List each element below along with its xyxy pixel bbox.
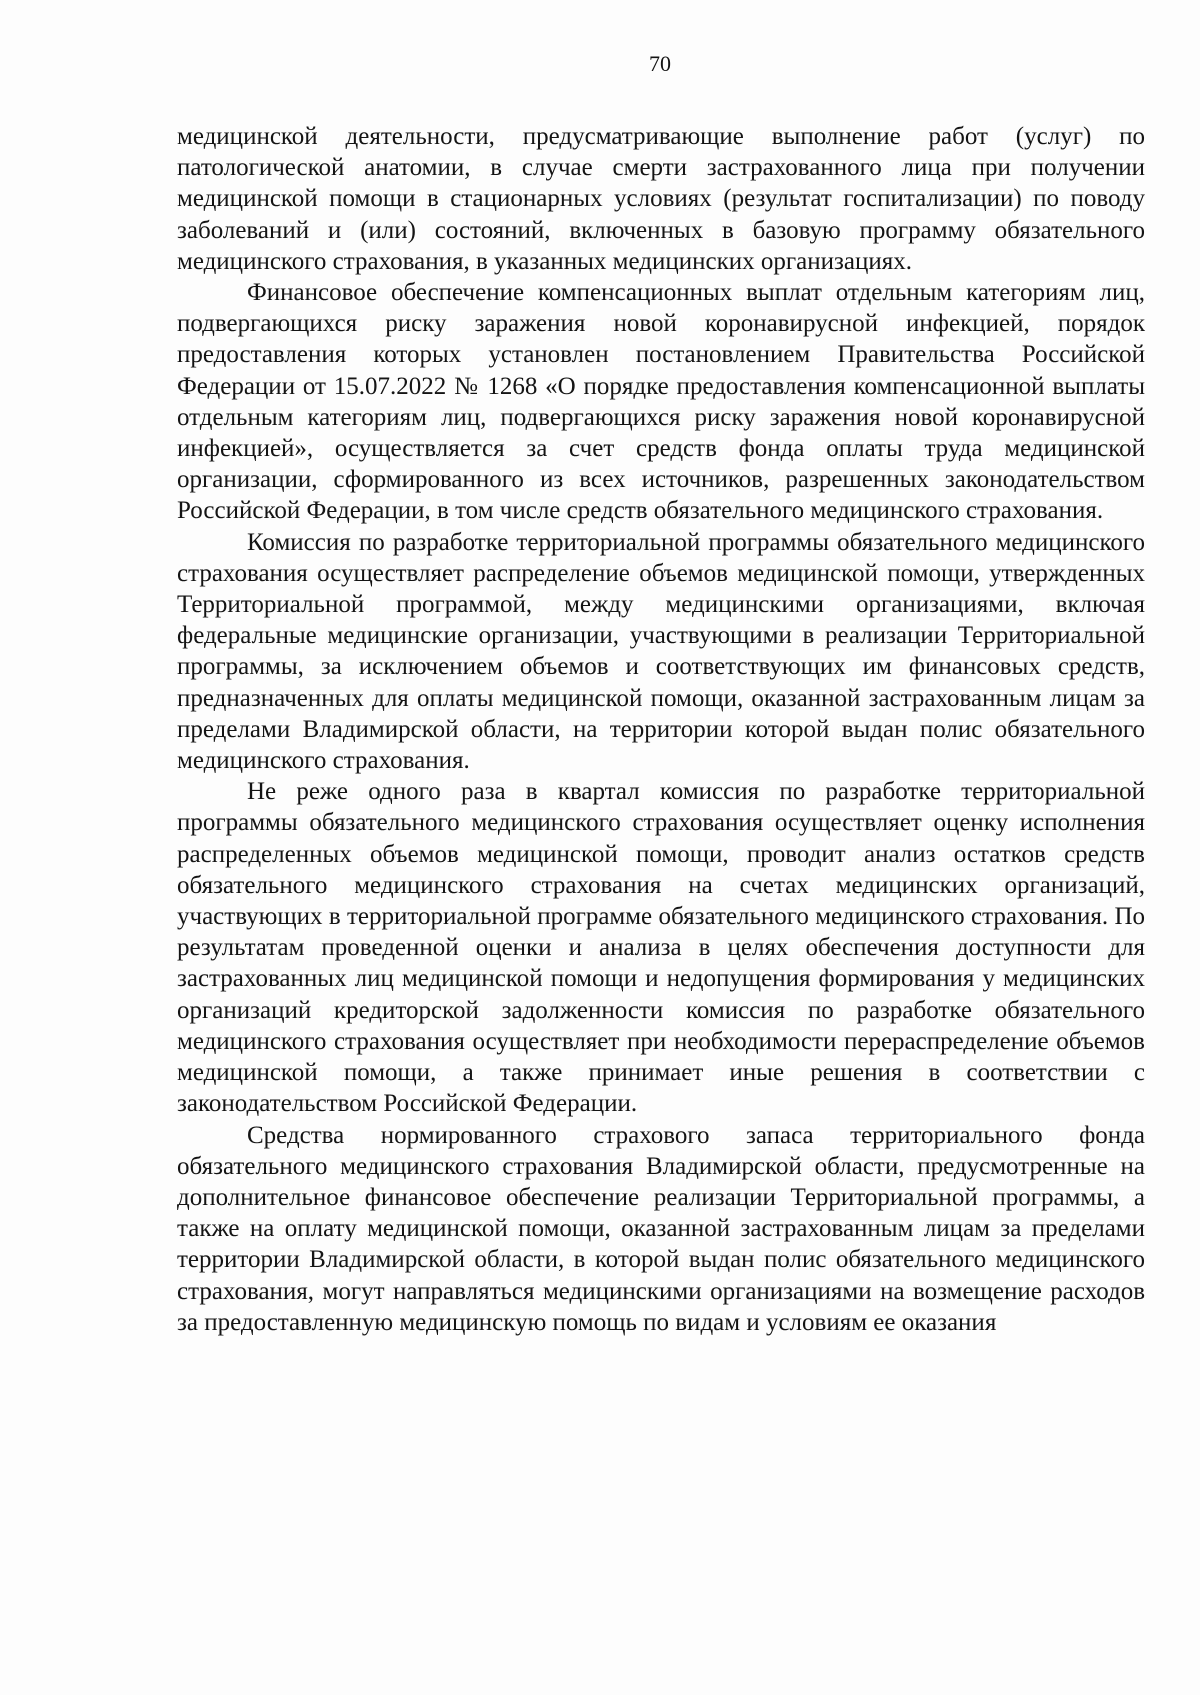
paragraph-compensation-payments: Финансовое обеспечение компенсационных выплат отдельным категориям лиц, подвергающихся риску заражения новой коронавирусной инфекцией, порядок предоставления которых установлен постановлением Правительства Российской Федерации от 15.07.2022 № 1268 «О порядке предоставления компенсационной выплаты отдельным категориям лиц, подвергающихся риску заражения новой коронавирусной инфекцией», осуществляется за счет средств фонда оплаты труда медицинской организации, сформированного из всех источников, разрешенных законодательством Российской Федерации, в том числе средств обязательного медицинского страхования. (177, 279, 1145, 525)
paragraph-quarterly-assessment: Не реже одного раза в квартал комиссия по разработке территориальной программы обязательного медицинского страхования осуществляет оценку исполнения распределенных объемов медицинской помощи, проводит анализ остатков средств обязательного медицинского страхования на счетах медицинских организаций, участвующих в территориальной программе обязательного медицинского страхования. По результатам проведенной оценки и анализа в целях обеспечения доступности для застрахованных лиц медицинской помощи и недопущения формирования у медицинских организаций кредиторской задолженности комиссия по разработке обязательного медицинского страхования осуществляет при необходимости перераспределение объемов медицинской помощи, а также принимает иные решения в соответствии с законодательством Российской Федерации. (177, 778, 1145, 1118)
paragraph-insurance-reserve: Средства нормированного страхового запаса территориального фонда обязательного медицинского страхования Владимирской области, предусмотренные на дополнительное финансовое обеспечение реализации Территориальной программы, а также на оплату медицинской помощи, оказанной застрахованным лицам за пределами территории Владимирской области, в которой выдан полис обязательного медицинского страхования, могут направляться медицинскими организациями на возмещение расходов за предоставленную медицинскую помощь по видам и условиям ее оказания (177, 1121, 1145, 1336)
paragraph-commission-distribution: Комиссия по разработке территориальной программы обязательного медицинского страхования осуществляет распределение объемов медицинской помощи, утвержденных Территориальной программой, между медицинскими организациями, включая федеральные медицинские организации, участвующими в реализации Территориальной программы, за исключением объемов и соответствующих им финансовых средств, предназначенных для оплаты медицинской помощи, оказанной застрахованным лицам за пределами Владимирской области, на территории которой выдан полис обязательного медицинского страхования. (177, 528, 1145, 775)
document-body (177, 121, 1145, 1338)
page-number: 70 (649, 51, 671, 76)
paragraph-continuation: медицинской деятельности, предусматривающие выполнение работ (услуг) по патологической анатомии, в случае смерти застрахованного лица при получении медицинской помощи в стационарных условиях (результат госпитализации) по поводу заболеваний и (или) состояний, включенных в базовую программу обязательного медицинского страхования, в указанных медицинских организациях. (177, 123, 1145, 275)
